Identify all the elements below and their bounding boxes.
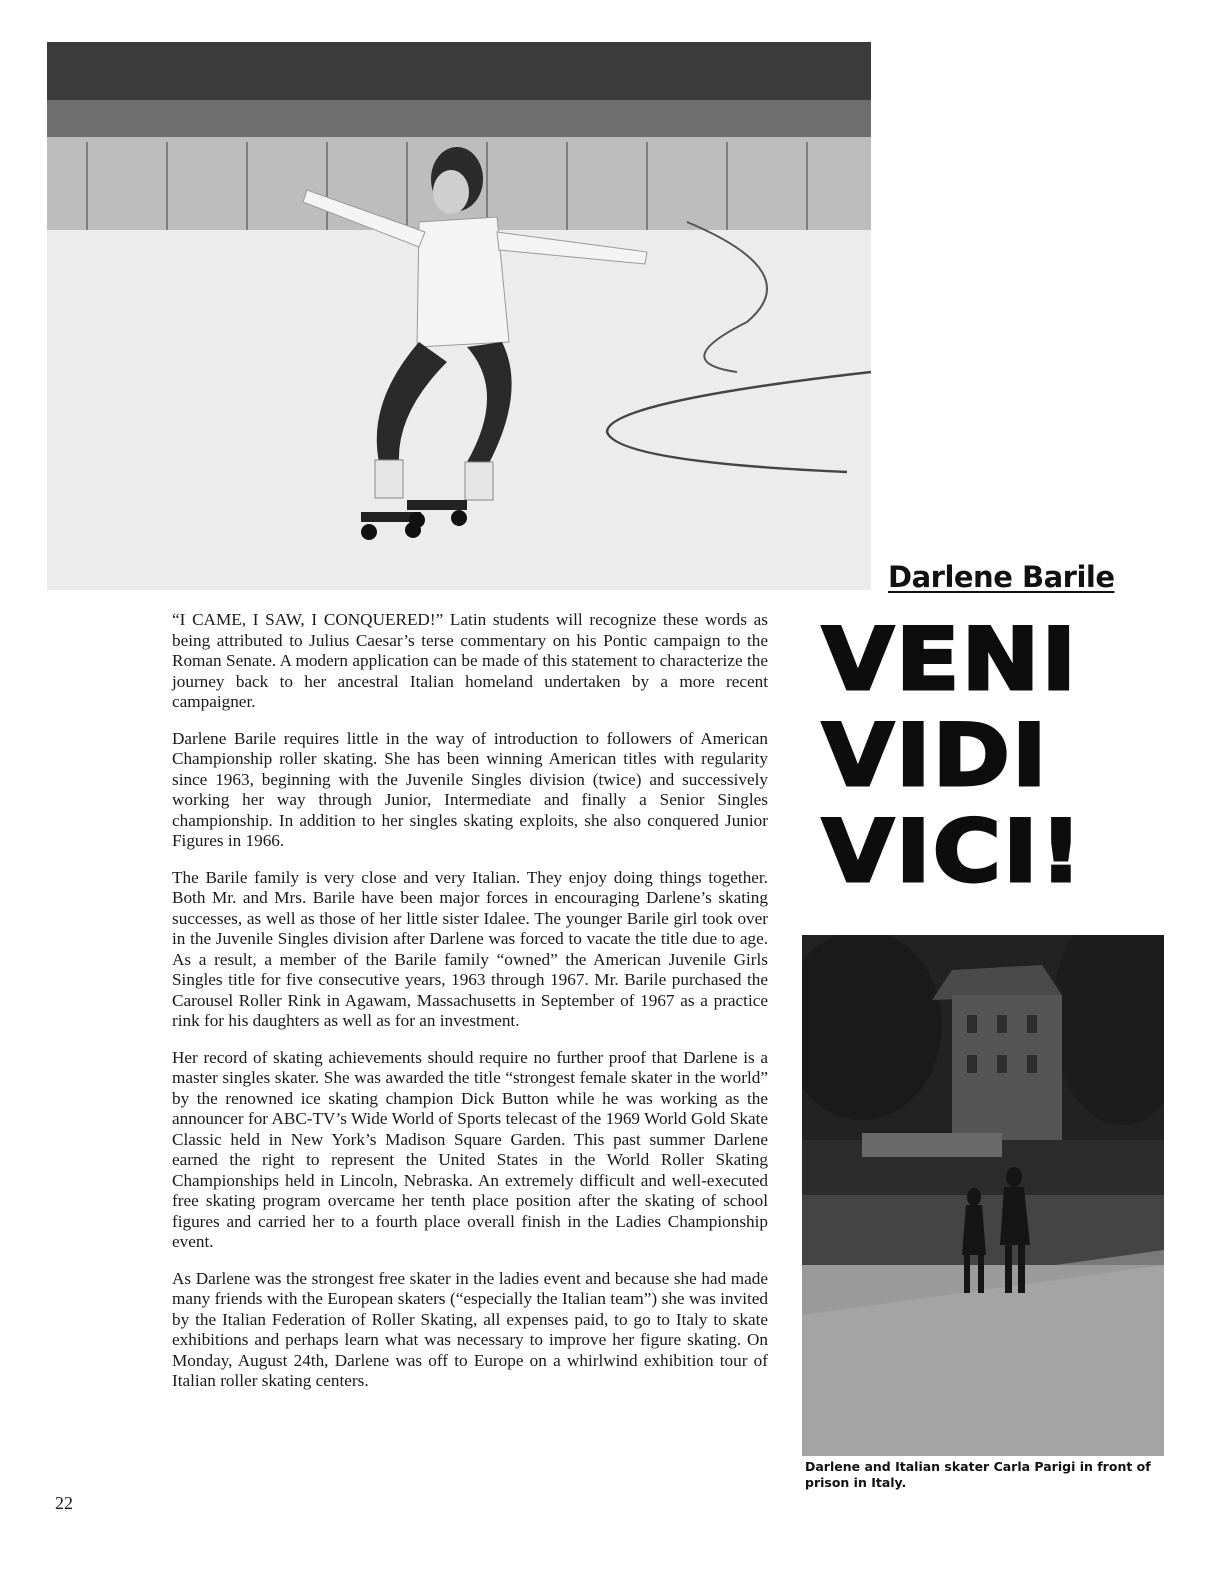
headline — [822, 612, 1162, 900]
photo-caption: Darlene and Italian skater Carla Parigi in front of prison in Italy. — [805, 1459, 1151, 1490]
headline-line-1: VENI — [822, 610, 1079, 710]
prison-illustration — [802, 935, 1164, 1456]
article-body — [172, 610, 768, 1408]
page-number: 22 — [55, 1493, 73, 1513]
paragraph-5: As Darlene was the strongest free skater in the ladies event and because she had made many friends with the European skaters (“especially the Italian team”) she was invited by the Italian Federation of Roller Skating, all expenses paid, to go to Italy to skate exhibitions and perhaps learn what was necessary to improve her figure skating. On Monday, August 24th, Darlene was off to Europe on a whirlwind exhibition tour of Italian roller skating centers. — [172, 1268, 768, 1390]
headline-line-2: VIDI — [822, 706, 1049, 806]
prison-photo — [802, 935, 1164, 1456]
paragraph-1: “I CAME, I SAW, I CONQUERED!” Latin students will recognize these words as being attributed to Julius Caesar’s terse commentary on his Pontic campaign to the Roman Senate. A modern application can be made of this statement to characterize the journey back to her ancestral Italian homeland undertaken by a more recent campaigner. — [172, 610, 768, 711]
headline-line-3: VICI! — [822, 802, 1085, 902]
paragraph-3: The Barile family is very close and very Italian. They enjoy doing things together. Both Mr. and Mrs. Barile have been major forces in encouraging Darlene’s skating successes, as well as those of her little sister Idalee. The younger Barile girl took over in the Juvenile Singles division after Darlene was forced to vacate the title due to age. As a result, a member of the Barile family “owned” the American Juvenile Girls Singles title for five consecutive years, 1963 through 1967. Mr. Barile purchased the Carousel Roller Rink in Agawam, Massachusetts in September of 1967 as a practice rink for his daughters as well as for an investment. — [172, 867, 768, 1030]
skater-illustration — [47, 42, 871, 590]
paragraph-4: Her record of skating achievements should require no further proof that Darlene is a master singles skater. She was awarded the title “strongest female skater in the world” by the renowned ice skating champion Dick Button while he was working as the announcer for ABC-TV’s Wide World of Sports telecast of the 1969 World Gold Skate Classic held in New York’s Madison Square Garden. This past summer Darlene earned the right to represent the United States in the World Roller Skating Championships held in Lincoln, Nebraska. An extremely difficult and well-executed free skating program overcame her tenth place position after the skating of school figures and carried her to a fourth place overall finish in the Ladies Championship event. — [172, 1047, 768, 1251]
skater-photo — [47, 42, 871, 590]
paragraph-2: Darlene Barile requires little in the way of introduction to followers of American Championship roller skating. She has been winning American titles with regularity since 1963, beginning with the Juvenile Singles division (twice) and successively working her way through Junior, Intermediate and finally a Senior Singles championship. In addition to her singles skating exploits, she also conquered Junior Figures in 1966. — [172, 728, 768, 850]
author-byline: Darlene Barile — [888, 560, 1115, 594]
